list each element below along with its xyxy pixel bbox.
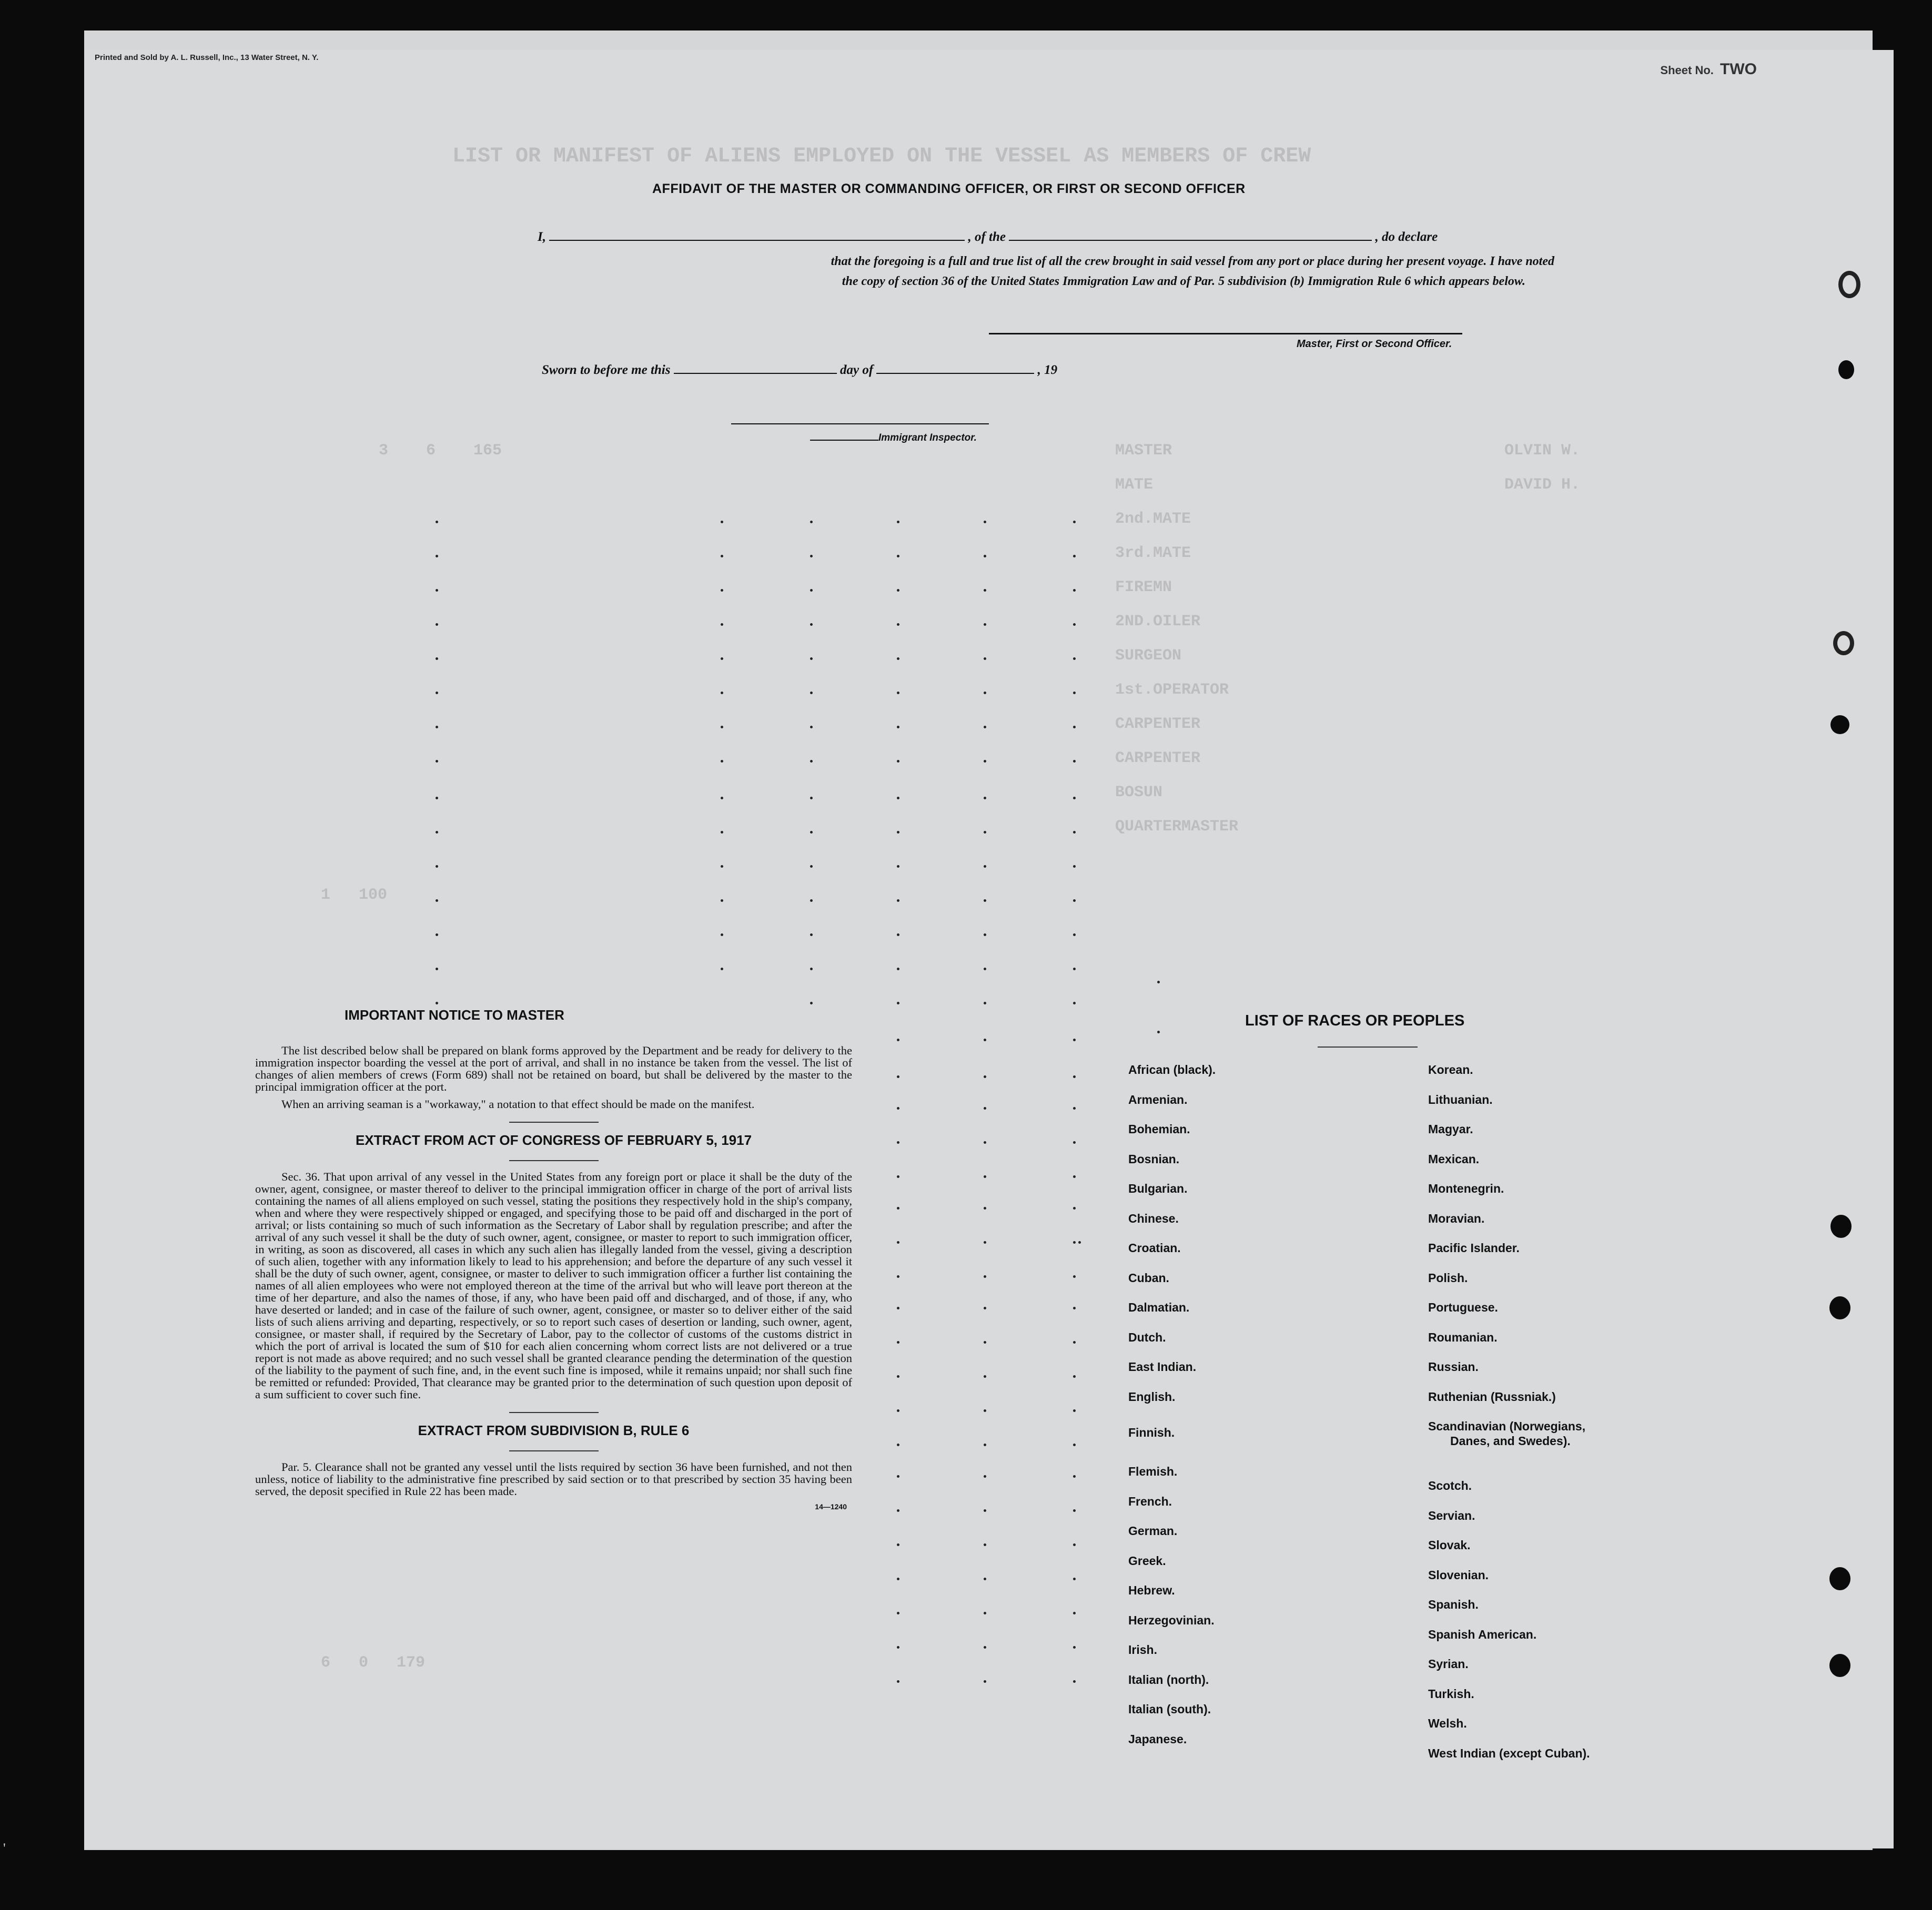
race-item: Korean. <box>1428 1063 1473 1076</box>
vessel-name-field[interactable] <box>1009 230 1372 241</box>
race-item: Syrian. <box>1428 1657 1469 1671</box>
race-item: Slovenian. <box>1428 1568 1489 1582</box>
inspector-name-field[interactable] <box>810 434 878 441</box>
affidavit-body-line-2: that the foregoing is a full and true list of all the crew brought in said vessel from any port or place during her present voyage. I have noted <box>831 255 1554 268</box>
race-item: Slovak. <box>1428 1538 1471 1552</box>
master-signature-label: Master, First or Second Officer. <box>1297 338 1452 350</box>
race-item: Danes, and Swedes). <box>1450 1434 1571 1448</box>
sworn-day-label: day of <box>839 363 874 377</box>
race-item: Dalmatian. <box>1128 1301 1190 1314</box>
affidavit-do-declare: , do declare <box>1375 230 1438 244</box>
race-item: Japanese. <box>1128 1732 1187 1746</box>
race-item: Chinese. <box>1128 1211 1179 1225</box>
sworn-day-field[interactable] <box>674 363 837 374</box>
race-item: Spanish American. <box>1428 1627 1537 1641</box>
sworn-year-label: , 19 <box>1037 363 1058 377</box>
race-item: East Indian. <box>1128 1360 1197 1374</box>
divider <box>509 1160 599 1161</box>
race-item: Polish. <box>1428 1271 1468 1285</box>
race-item: Portuguese. <box>1428 1301 1498 1314</box>
race-item: Ruthenian (Russniak.) <box>1428 1389 1556 1404</box>
race-item: Hebrew. <box>1128 1583 1175 1597</box>
race-item: Scandinavian (Norwegians, <box>1428 1419 1586 1433</box>
race-item: English. <box>1128 1389 1176 1404</box>
section-36-text: Sec. 36. That upon arrival of any vessel in the United States from any foreign port or place it shall be the duty of the owner, agent, consignee, or master thereof to deliver to the principal immigration officer in charge of the port of arrival lists containing the names of all aliens employed on such vessel, stating the positions they respectively hold in the ship's company, when and where they were respectively shipped or engaged, and specifying those to be paid off and discharged in the port of arrival; or lists containing so much of such information as the Secretary of Labor shall by regulation prescribe; and after the arrival of any such vessel it shall be the duty of such owner, agent, consignee, or master to report to such immigration officer, in writing, as soon as discovered, all cases in which any such alien has illegally landed from the vessel, giving a description of such alien, together with any information likely to lead to his apprehension; and before the departure of any such vessel it shall be the duty of such owner, agent, consignee, or master to deliver to such immigration officer a further list containing the names of all alien employees who were not employed thereon at the time of the arrival but who will leave port thereon at the time of her departure, and also the names of those, if any, who have been paid off and discharged, and of those, if any, who have deserted or landed; and in case of the failure of such owner, agent, consignee, or master so to deliver either of the said lists of such aliens arriving and departing, respectively, or so to report such cases of desertion or landing, such owner, agent, consignee, or master shall, if required by the Secretary of Labor, pay to the collector of customs of the customs district in which the port of arrival is located the sum of $10 for each alien concerning whom correct lists are not delivered or a true report is not made as above required; and no such vessel shall be granted clearance pending the determination of the question of the liability to the payment of such fine, and, in the event such fine is imposed, while it remains unpaid; nor shall such fine be remitted or refunded: Provided, That clearance may be granted prior to the determination of such question upon deposit of a sum sufficient to cover such fine. <box>255 1170 852 1401</box>
sheet-number-label: Sheet No. <box>1660 64 1714 77</box>
race-item: Flemish. <box>1128 1465 1178 1478</box>
race-item: Servian. <box>1428 1508 1475 1522</box>
race-item: Scotch. <box>1428 1479 1472 1492</box>
race-item: Pacific Islander. <box>1428 1241 1520 1255</box>
sworn-prefix: Sworn to before me this <box>542 363 671 377</box>
race-item: Irish. <box>1128 1643 1157 1657</box>
race-item: Welsh. <box>1428 1716 1467 1730</box>
race-item: German. <box>1128 1524 1178 1538</box>
race-item: Armenian. <box>1128 1092 1188 1106</box>
extract-act-title: EXTRACT FROM ACT OF CONGRESS OF FEBRUARY 5, 1917 <box>355 1132 752 1148</box>
affidavit-body-line-3: the copy of section 36 of the United States Immigration Law and of Par. 5 subdivision (b) Immigration Rule 6 which appears below. <box>842 275 1525 288</box>
printer-imprint: Printed and Sold by A. L. Russell, Inc., 13 Water Street, N. Y. <box>95 53 319 62</box>
form-number: 14—1240 <box>815 1502 847 1511</box>
master-signature-line[interactable] <box>989 333 1462 334</box>
sheet-number <box>1660 60 1757 78</box>
affidavit-title: AFFIDAVIT OF THE MASTER OR COMMANDING OFFICER, OR FIRST OR SECOND OFFICER <box>652 181 1246 196</box>
notice-paragraph-2: When an arriving seaman is a "workaway," a notation to that effect should be made on the manifest. <box>281 1098 755 1111</box>
sheet-number-value: TWO <box>1720 60 1757 78</box>
race-item: Moravian. <box>1428 1211 1485 1225</box>
race-item: Magyar. <box>1428 1122 1473 1136</box>
divider <box>509 1450 599 1451</box>
race-item: Mexican. <box>1428 1152 1480 1166</box>
race-item: Lithuanian. <box>1428 1092 1493 1106</box>
inspector-signature-line[interactable] <box>731 423 989 424</box>
inspector-label: Immigrant Inspector. <box>878 432 977 443</box>
divider <box>509 1122 599 1123</box>
sworn-month-field[interactable] <box>876 363 1034 374</box>
race-item: Italian (south). <box>1128 1702 1211 1716</box>
race-item: Croatian. <box>1128 1241 1181 1255</box>
extract-rule-title: EXTRACT FROM SUBDIVISION B, RULE 6 <box>418 1423 690 1438</box>
affidavit-of-the: , of the <box>968 230 1006 244</box>
divider <box>509 1412 599 1413</box>
races-title: LIST OF RACES OR PEOPLES <box>1245 1012 1465 1029</box>
corner-mark: ' <box>3 1841 6 1856</box>
affidavit-declaration-line <box>538 230 1438 245</box>
officer-name-field[interactable] <box>549 230 965 241</box>
affidavit-i: I, <box>538 230 546 244</box>
sworn-line <box>542 363 1057 378</box>
race-item: Cuban. <box>1128 1271 1169 1285</box>
race-item: Bohemian. <box>1128 1122 1190 1136</box>
notice-paragraph-1: The list described below shall be prepared on blank forms approved by the Department and be ready for delivery to the immigration inspector boarding the vessel at the port of arrival, and shall in no instance be taken from the vessel. The list of changes of alien members of crews (Form 689) shall not be retained on board, but shall be delivered by the master to the principal immigration officer at the port. <box>255 1044 852 1093</box>
race-item: Montenegrin. <box>1428 1182 1504 1195</box>
race-item: Herzegovinian. <box>1128 1613 1215 1627</box>
race-item: Bosnian. <box>1128 1152 1180 1166</box>
race-item: West Indian (except Cuban). <box>1428 1746 1590 1760</box>
race-item: Dutch. <box>1128 1330 1166 1344</box>
par-5-text: Par. 5. Clearance shall not be granted any vessel until the lists required by section 36 have been furnished, and not then unless, notice of liability to the administrative fine prescribed by said section or to that prescribed by section 35 having been served, the deposit specified in Rule 22 has been made. <box>255 1460 852 1498</box>
race-item: Italian (north). <box>1128 1672 1209 1687</box>
notice-section <box>255 1007 852 1511</box>
affidavit-body <box>497 251 1554 291</box>
race-item: Spanish. <box>1428 1598 1479 1611</box>
race-item: French. <box>1128 1494 1172 1508</box>
race-item: Bulgarian. <box>1128 1182 1188 1195</box>
races-list-left <box>1128 1062 1216 1761</box>
race-item: Finnish. <box>1128 1426 1175 1439</box>
inspector-label-row <box>810 432 977 444</box>
race-item: Russian. <box>1428 1360 1479 1374</box>
notice-title: IMPORTANT NOTICE TO MASTER <box>345 1007 564 1023</box>
divider <box>1318 1047 1418 1048</box>
race-item: Greek. <box>1128 1553 1166 1568</box>
race-item: Turkish. <box>1428 1687 1474 1701</box>
manifest-page: Printed and Sold by A. L. Russell, Inc., 13 Water Street, N. Y. Sheet No. TWO 3 6 165 MASTER OLVIN W. MATE DAVID H. 2nd.MATE 3rd.MATE FIREMN 2ND.OILER SURGEON 1st.OPERATOR CARPENTER CARPENTER BOSUN QUARTERMASTER 1 100 6 0 179 LIST OR MANIFEST OF ALIENS EMPLOYED ON THE VESSEL AS MEMBERS OF CREW AFFIDAVIT OF THE MASTER OR COMMANDING OFFICER, OR FIRST OR SECOND OFFICER I, , of the , do declare that the foregoing is a full and true list of all the crew brought in said vessel from any port or place during her present voyage. I have noted the copy of section 36 of the United States Immigration Law and of Par. 5 subdivision (b) Immigration Rule 6 which appears below. Master, First or Second Officer. Sworn to before me this day of , 19 Immigrant Inspector. IMPORTANT NOTICE TO MASTER The list described below shall be prepared on blank forms approved by the Department and be ready for delivery to the immigration inspector boarding the vessel at the port of arrival, and shall in no instance be taken from the vessel. The list of changes of alien members of crews (Form 689) shall not be retained on board, but shall be delivered by the master to the principal immigration officer at the port. When an arriving seaman is a "workaway," a notation to that effect should be made on the manifest. EXTRACT FROM ACT OF CONGRESS OF FEBRUARY 5, 1917 Sec. 36. That upon arrival of any vessel in the United States from any foreign port or place it shall be the duty of the owner, agent, consignee, or master thereof to deliver to the principal immigration officer in charge of the port of arrival lists containing the names of all aliens employed on such vessel, stating the positions they respectively hold in the ship's company, when and where they were respectively shipped or engaged, and specifying those to be paid off and discharged in the port of arrival; or lists containing so much of such information as the Secretary of Labor shall by regulation prescribe; and after the arrival of any such vessel it shall be the duty of such owner, agent, consignee, or master to report to such immigration officer, in writing, as soon as discovered, all cases in which any such alien has illegally landed from the vessel, giving a description of such alien, together with any information likely to lead to his apprehension; and before the departure of any such vessel it shall be the duty of such owner, agent, consignee, or master to deliver to such immigration officer a further list containing the names of all alien employees who were not employed thereon at the time of the arrival but who will leave port thereon at the time of her departure, and also the names of those, if any, who have been paid off and discharged, and of those, if any, who have deserted or landed; and in case of the failure of such owner, agent, consignee, or master so to deliver either of the said lists of such aliens arriving and departing, respectively, or so to report such cases of desertion or landing, such owner, agent, consignee, or master shall, if required by the Secretary of Labor, pay to the collector of customs of the customs district in which the port of arrival is located the sum of $10 for each alien concerning whom correct lists are not delivered or a true report is not made as above required; and no such vessel shall be granted clearance pending the determination of the question of the liability to the payment of such fine, and, in the event such fine is imposed, while it remains unpaid; nor shall such fine be remitted or refunded: Provided, That clearance may be granted prior to the determination of such question upon deposit of a sum sufficient to cover such fine. EXTRACT FROM SUBDIVISION B, RULE 6 Par. 5. Clearance shall not be granted any vessel until the lists required by section 36 have been furnished, and not then unless, notice of liability to the administrative fine prescribed by said section or to that prescribed by section 35 having been served, the deposit specified in Rule 22 has been made. 14—1240 LIST OF RACES OR PEOPLES African (black). Armenian. Bohemian. Bosnian. Bulgarian. Chinese. Croatian. Cuban. Dalmatian. Dutch. East Indian. English. Finnish. Flemish. French. German. Greek. Hebrew. Herzegovinian. Irish. Italian (north). Italian (south). Japanese. Korean. Lithuanian. Magyar. Mexican. Montenegrin. Moravian. Pacific Islander. Polish. Portuguese. Roumanian. Russian. Ruthenian (Russniak.) Scandinavian (Norwegians, Danes, and Swedes). Scotch. Servian. Slovak. Slovenian. Spanish. Spanish American. Syrian. Turkish. Welsh. West Indian (except Cuban). <box>84 50 1894 1848</box>
races-list-right <box>1428 1062 1590 1775</box>
race-item: Roumanian. <box>1428 1330 1498 1344</box>
race-item: African (black). <box>1128 1063 1216 1076</box>
